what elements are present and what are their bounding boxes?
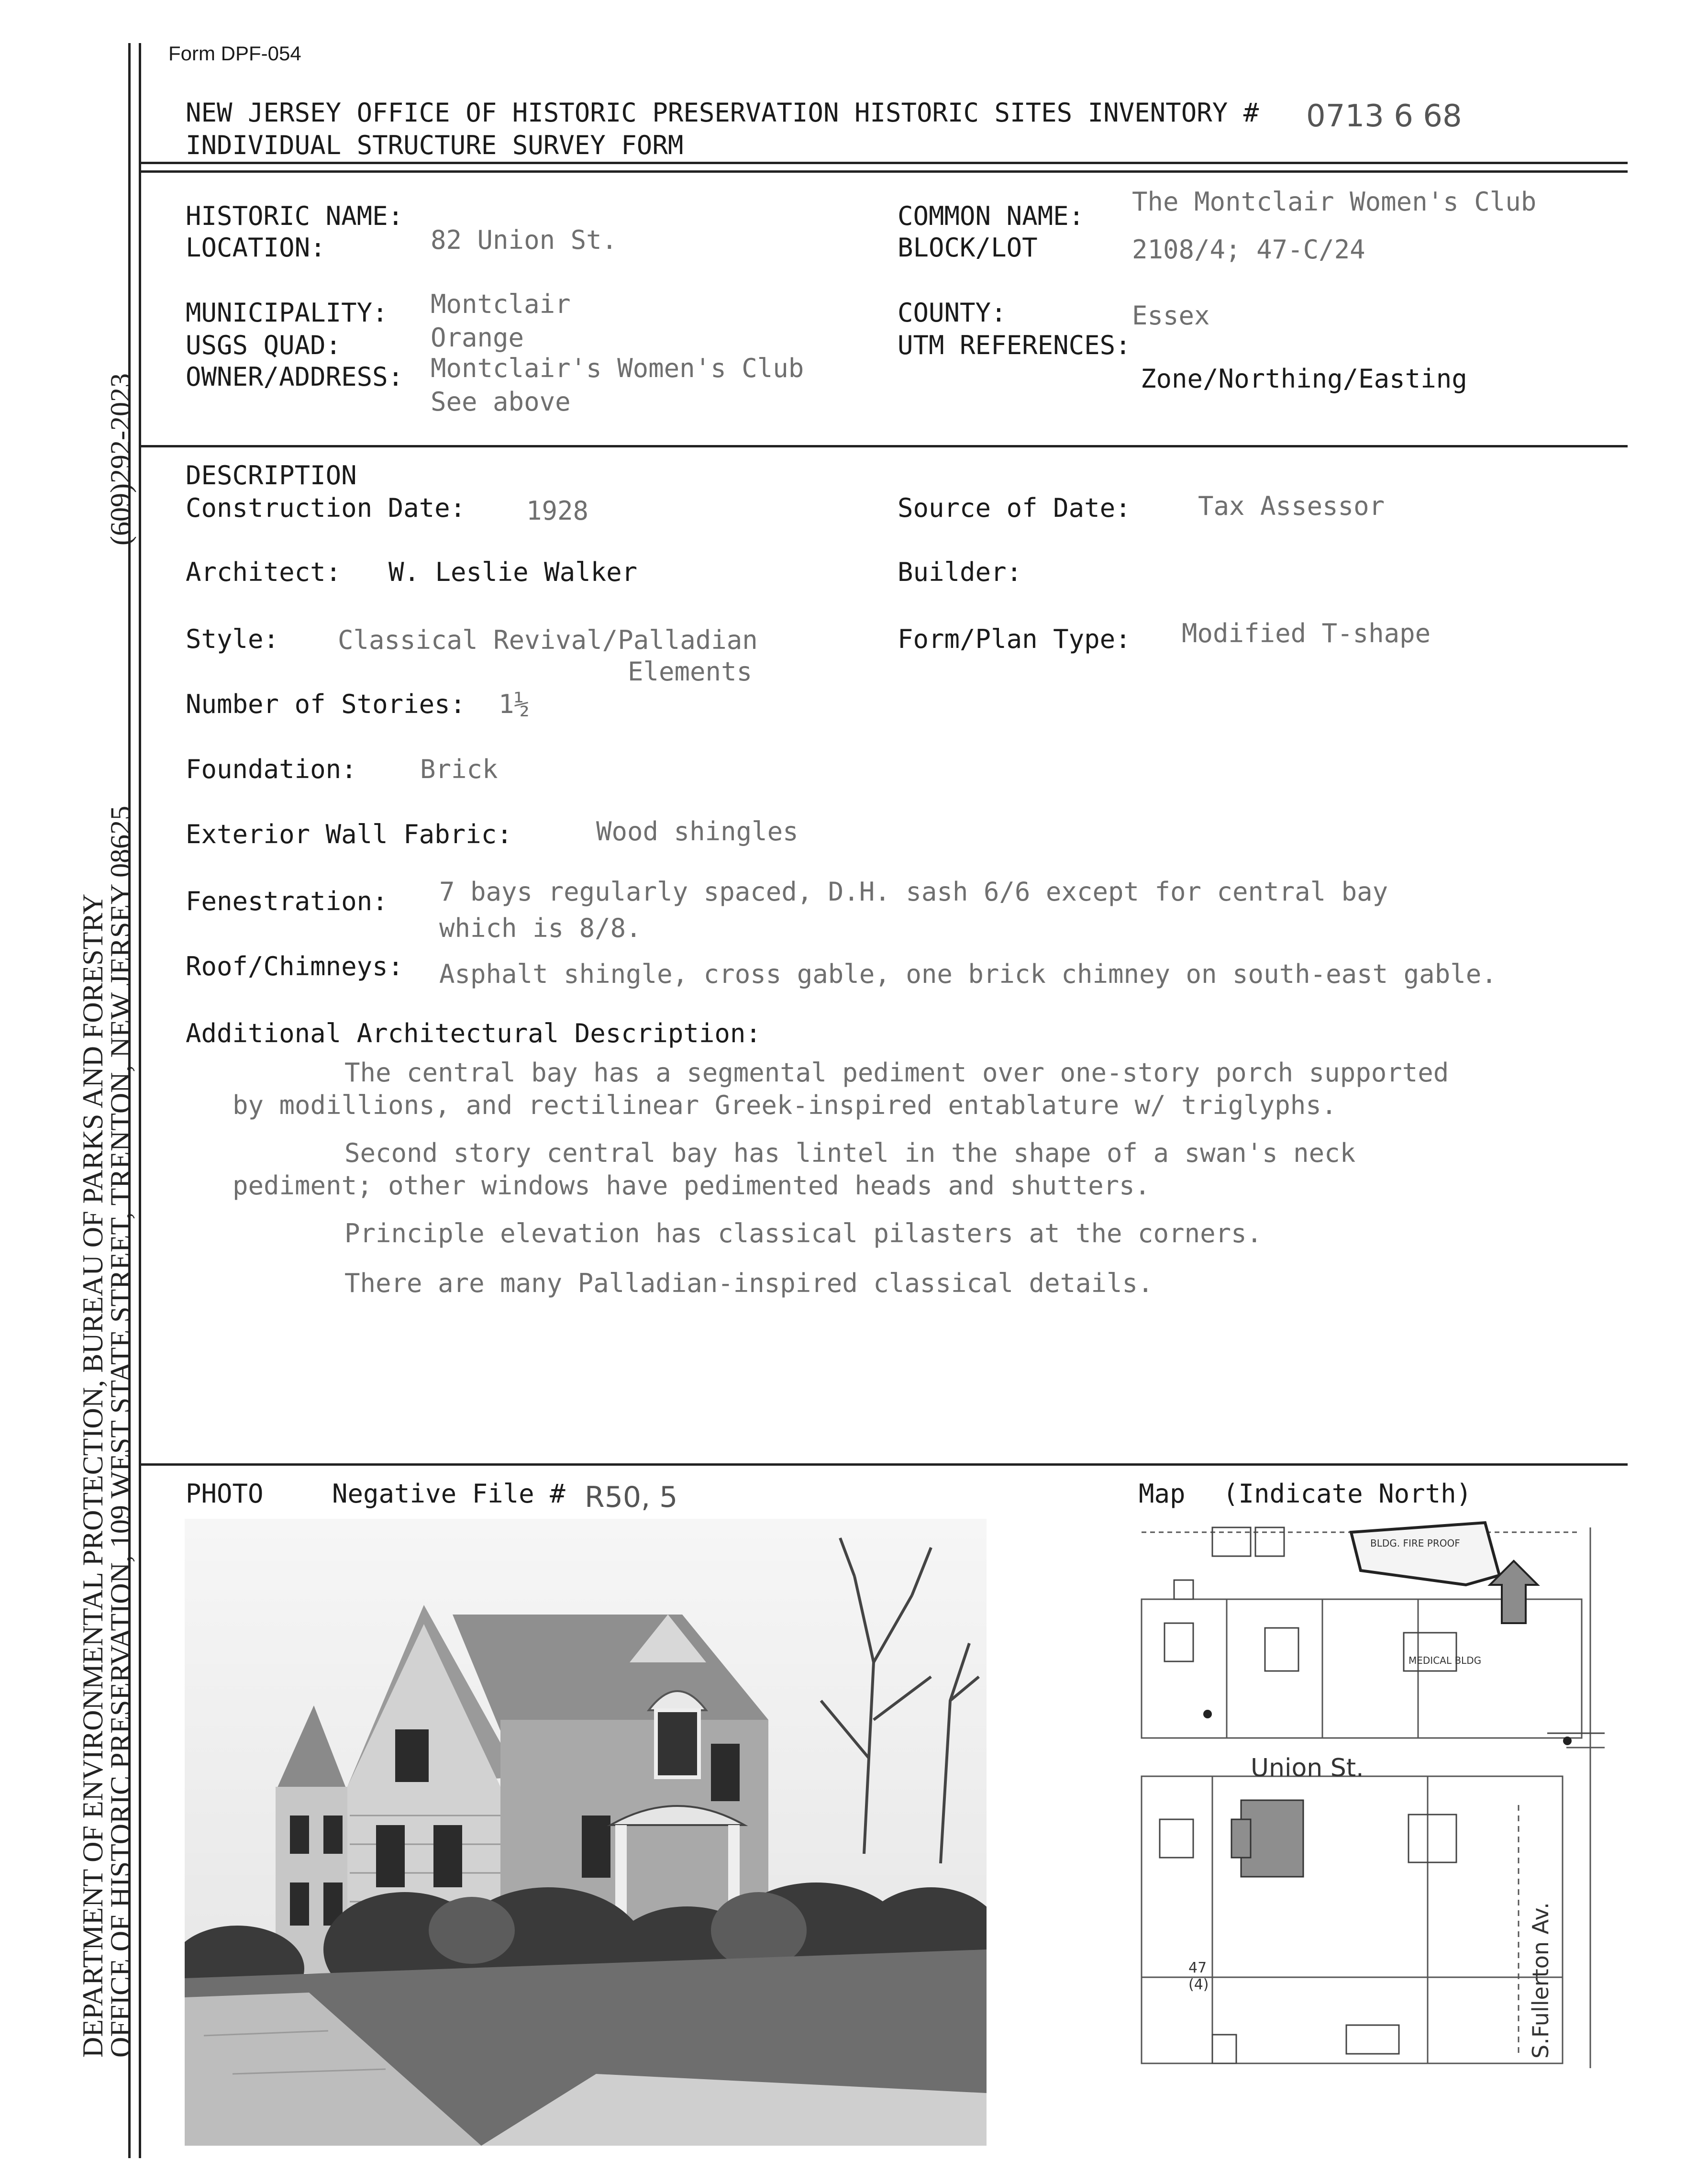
usgs-quad-value: Orange (431, 323, 524, 353)
fenestration-label: Fenestration: (186, 886, 388, 916)
section-rule-description (139, 445, 1628, 447)
sidebar-office-address: OFFICE OF HISTORIC PRESERVATION, 109 WEST STATE STREET, TRENTON, NEW JERSEY 08625 (105, 805, 136, 2058)
common-name-value: The Montclair Women's Club (1132, 187, 1537, 217)
style-value-2: Elements (628, 657, 753, 687)
source-of-date-value: Tax Assessor (1198, 491, 1385, 521)
foundation-label: Foundation: (186, 754, 357, 784)
location-value: 82 Union St. (431, 225, 618, 255)
margin-rule-inner (139, 43, 141, 2158)
usgs-quad-label: USGS QUAD: (186, 330, 342, 360)
photo-label: PHOTO (186, 1479, 264, 1509)
foundation-value: Brick (420, 754, 498, 784)
building-photo (185, 1519, 987, 2146)
architect-label: Architect: (186, 557, 342, 587)
paragraph-1-line-1: The central bay has a segmental pediment over one-story porch supported (344, 1058, 1449, 1088)
municipality-label: MUNICIPALITY: (186, 298, 388, 328)
location-map (1136, 1518, 1605, 2075)
map-street-union: Union St. (1251, 1754, 1364, 1782)
block-lot-label: BLOCK/LOT (898, 233, 1038, 263)
style-label: Style: (186, 624, 279, 654)
stories-label: Number of Stories: (186, 689, 466, 719)
map-label: Map (1139, 1479, 1186, 1509)
block-lot-value: 2108/4; 47-C/24 (1132, 234, 1365, 265)
form-plan-type-value: Modified T-shape (1182, 618, 1431, 648)
sidebar-department: DEPARTMENT OF ENVIRONMENTAL PROTECTION, BUREAU OF PARKS AND FORESTRY (77, 893, 109, 2058)
header-rule-2 (139, 170, 1628, 173)
paragraph-1-line-2: by modillions, and rectilinear Greek-inspired entablature w/ triglyphs. (233, 1090, 1337, 1120)
paragraph-4: There are many Palladian-inspired classical details. (344, 1268, 1153, 1298)
style-value: Classical Revival/Palladian (338, 625, 758, 655)
section-rule-photo (139, 1463, 1628, 1466)
negative-file-label: Negative File # (332, 1479, 566, 1509)
location-label: LOCATION: (186, 233, 326, 263)
paragraph-2-line-1: Second story central bay has lintel in the shape of a swan's neck (344, 1138, 1356, 1168)
map-lot-sub: (4) (1188, 1976, 1209, 1993)
additional-description-label: Additional Architectural Description: (186, 1018, 761, 1048)
county-value: Essex (1132, 301, 1210, 331)
owner-address-label: OWNER/ADDRESS: (186, 362, 404, 392)
architect-value: W. Leslie Walker (388, 557, 638, 587)
map-building-label: MEDICAL BLDG (1409, 1655, 1482, 1666)
owner-address-value: Montclair's Women's Club (431, 353, 804, 383)
form-plan-type-label: Form/Plan Type: (898, 624, 1131, 654)
construction-date-label: Construction Date: (186, 493, 466, 523)
paragraph-3: Principle elevation has classical pilasters at the corners. (344, 1218, 1263, 1248)
map-note: BLDG. FIRE PROOF (1370, 1537, 1460, 1549)
utm-zone-northing-easting: Zone/Northing/Easting (1141, 364, 1467, 394)
map-street-fullerton: S.Fullerton Av. (1528, 1902, 1553, 2059)
owner-address-value-2: See above (431, 387, 571, 417)
fenestration-value: 7 bays regularly spaced, D.H. sash 6/6 except for central bay (439, 877, 1388, 907)
exterior-wall-label: Exterior Wall Fabric: (186, 819, 512, 849)
description-heading: DESCRIPTION (186, 460, 357, 490)
header-rule-1 (139, 162, 1628, 164)
builder-label: Builder: (898, 557, 1022, 587)
header-subtitle: INDIVIDUAL STRUCTURE SURVEY FORM (186, 130, 684, 160)
header-title: NEW JERSEY OFFICE OF HISTORIC PRESERVATION HISTORIC SITES INVENTORY # (186, 98, 1259, 128)
exterior-wall-value: Wood shingles (596, 816, 799, 847)
map-lot-number: 47 (1188, 1960, 1207, 1976)
construction-date-value: 1928 (526, 496, 589, 526)
roof-chimneys-value: Asphalt shingle, cross gable, one brick chimney on south-east gable. (439, 959, 1497, 989)
form-id: Form DPF-054 (168, 42, 301, 65)
roof-chimneys-label: Roof/Chimneys: (186, 951, 404, 981)
source-of-date-label: Source of Date: (898, 493, 1131, 523)
paragraph-2-line-2: pediment; other windows have pedimented heads and shutters. (233, 1170, 1151, 1201)
utm-references-label: UTM REFERENCES: (898, 330, 1131, 360)
historic-name-label: HISTORIC NAME: (186, 201, 404, 231)
stories-value: 1½ (499, 689, 530, 719)
negative-file-value: R50, 5 (585, 1481, 678, 1514)
map-indicate-north: (Indicate North) (1223, 1479, 1472, 1509)
sidebar-phone: (609)292-2023 (105, 373, 136, 546)
fenestration-value-2: which is 8/8. (439, 913, 642, 943)
municipality-value: Montclair (431, 289, 571, 319)
inventory-number: 0713 6 68 (1306, 99, 1462, 134)
county-label: COUNTY: (898, 298, 1007, 328)
common-name-label: COMMON NAME: (898, 201, 1085, 231)
